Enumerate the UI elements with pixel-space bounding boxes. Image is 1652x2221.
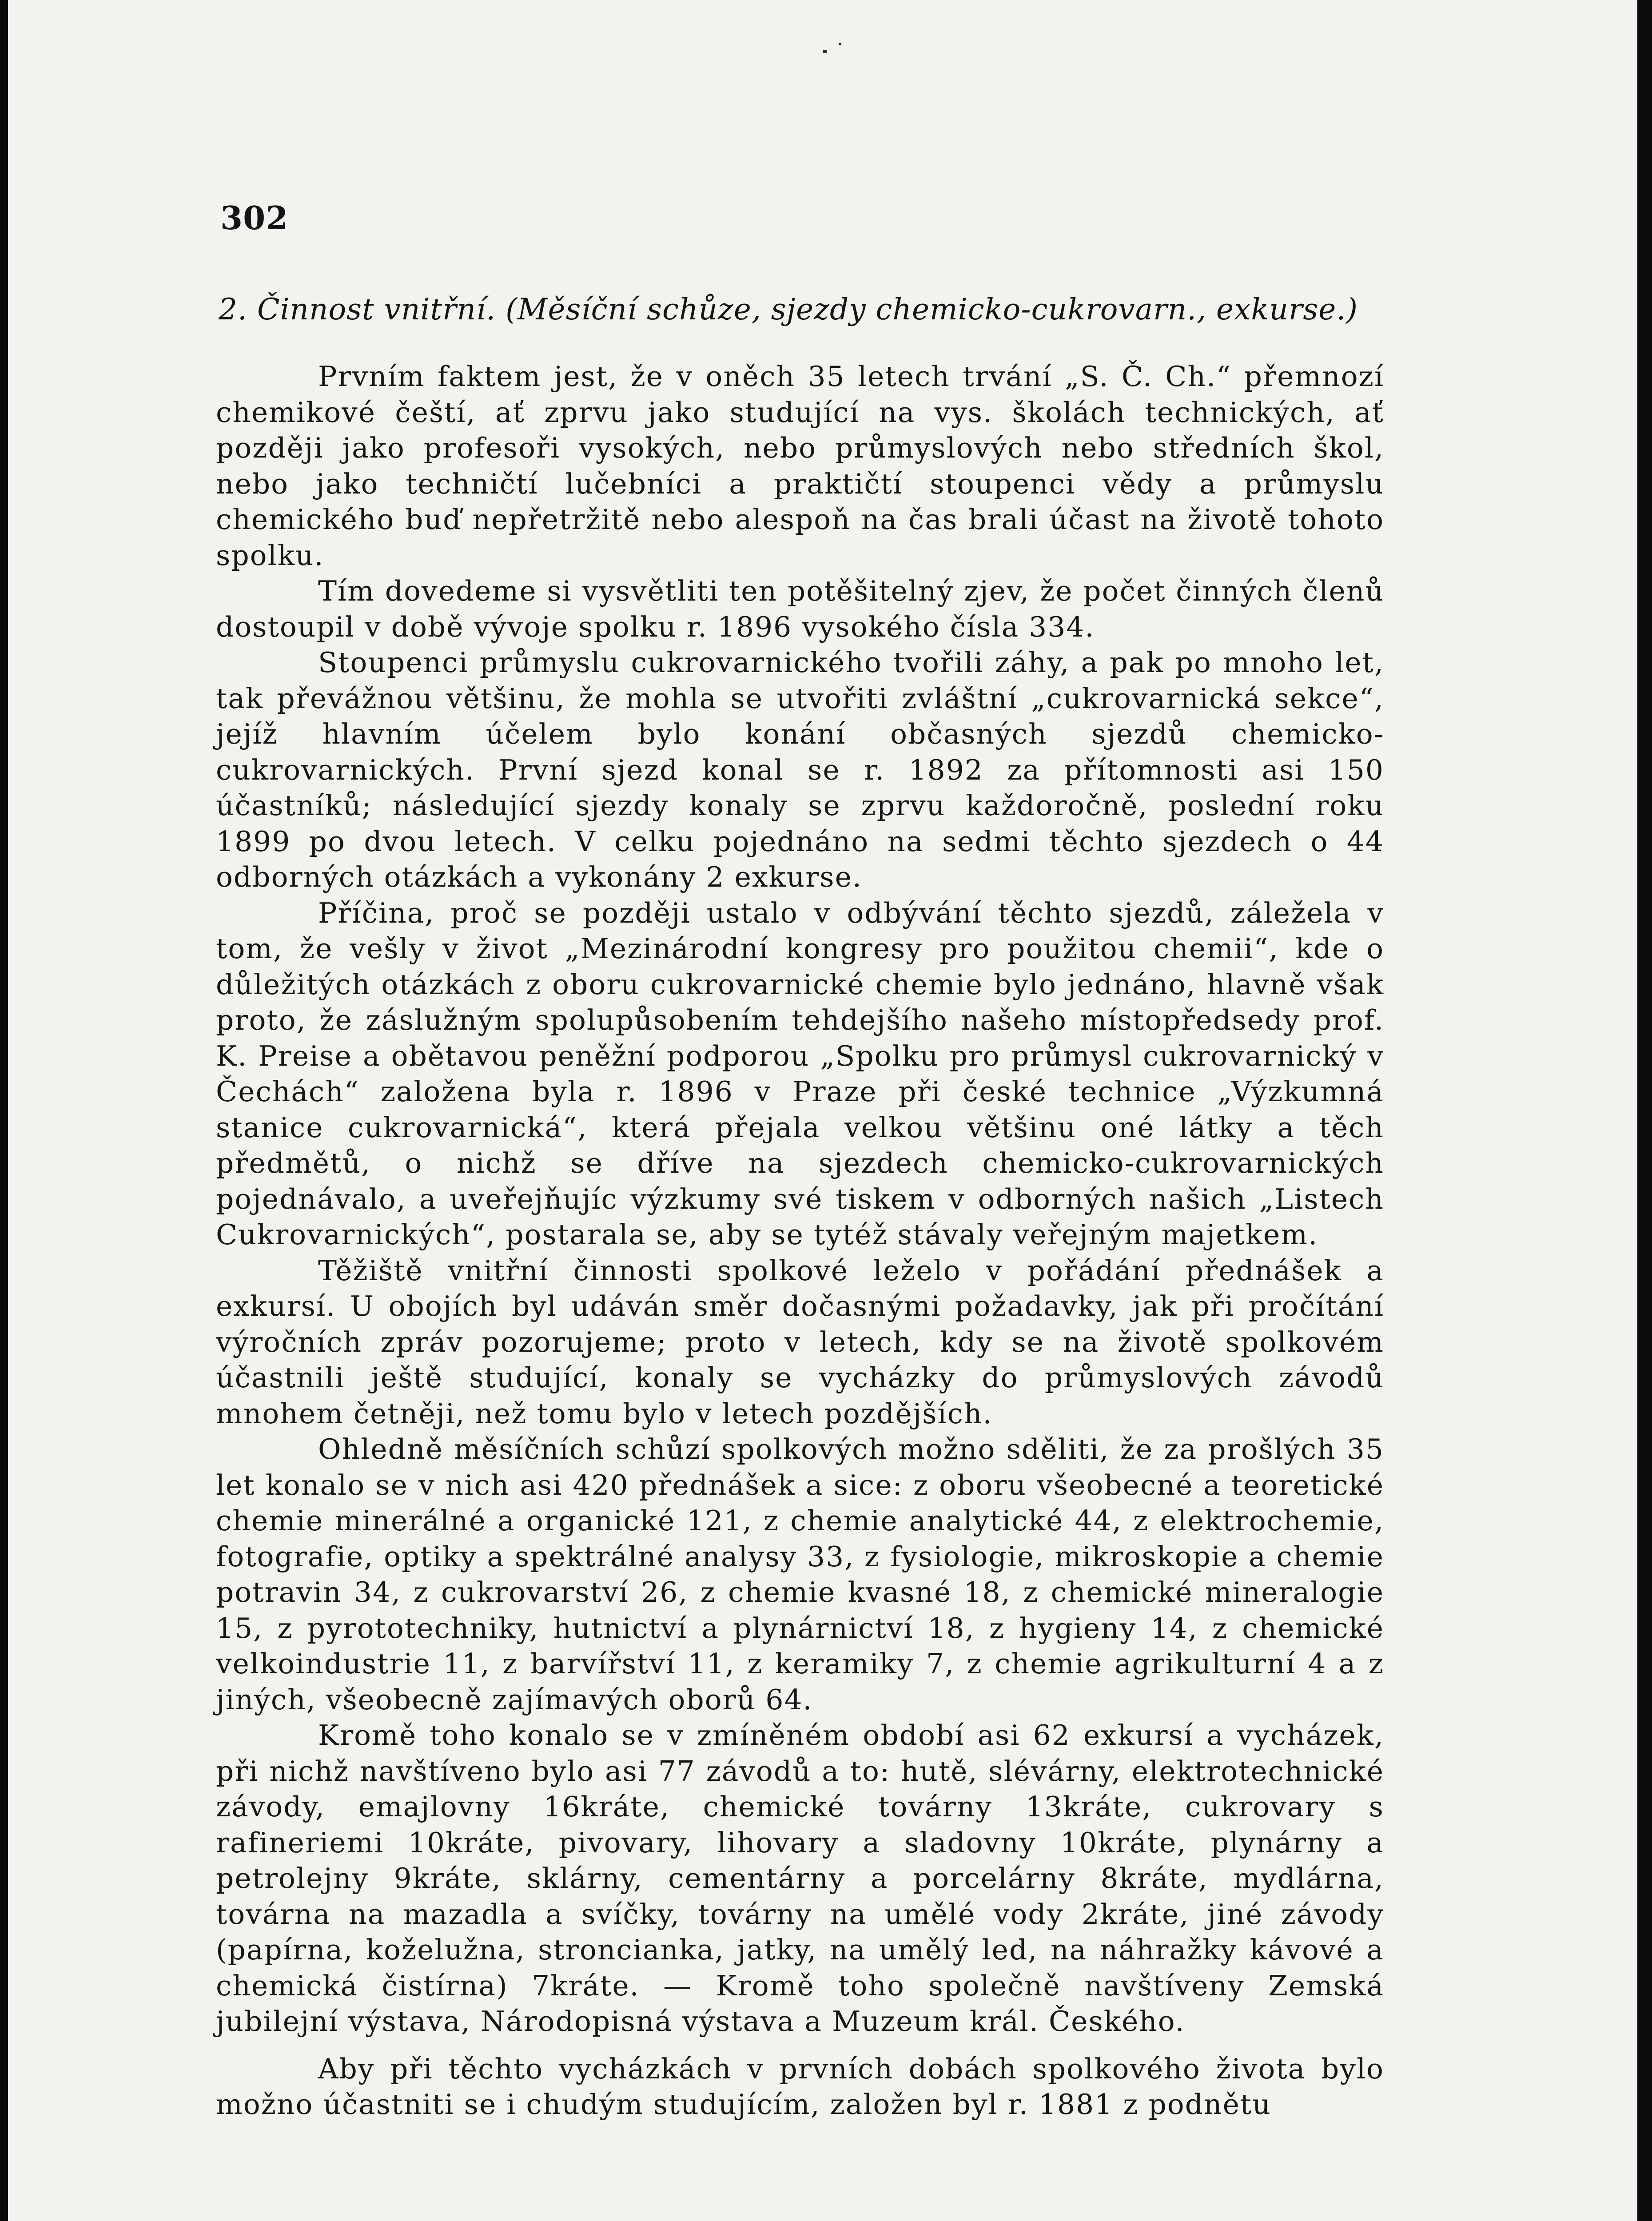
paragraph: Aby při těchto vycházkách v prvních dobách spolkového života bylo možno účastniti se i chudým studujícím, založen byl r. 1881 z podnětu [216, 2052, 1384, 2121]
paragraph: Ohledně měsíčních schůzí spolkových možno sděliti, že za prošlých 35 let konalo se v nich asi 420 přednášek a sice: z oboru všeobecné a teoretické chemie minerálné a organické 121, z chemie analytické 44, z elektrochemie, fotografie, optiky a spektrálné analysy 33, z fysiologie, mikroskopie a chemie potravin 34, z cukrovarství 26, z chemie kvasné 18, z chemické mineralogie 15, z pyrototechniky, hutnictví a plynárnictví 18, z hygieny 14, z chemické velkoindustrie 11, z barvířství 11, z keramiky 7, z chemie agrikulturní 4 a z jiných, všeobecně zajímavých oborů 64. [216, 1433, 1384, 1716]
scan-speck [839, 43, 841, 45]
paragraph: Těžiště vnitřní činnosti spolkové leželo v pořádání přednášek a exkursí. U obojích byl udáván směr dočasnými požadavky, jak při pročítání výročních zpráv pozorujeme; proto v letech, kdy se na životě spolkovém účastnili ještě studující, konaly se vycházky do průmyslových závodů mnohem četněji, než tomu bylo v letech pozdějších. [216, 1254, 1384, 1430]
paragraph: Kromě toho konalo se v zmíněném období asi 62 exkursí a vycházek, při nichž navštíveno bylo asi 77 závodů a to: hutě, slévárny, elektrotechnické závody, emajlovny 16kráte, chemické továrny 13kráte, cukrovary s rafineriemi 10kráte, pivovary, lihovary a sladovny 10kráte, plynárny a petrolejny 9kráte, sklárny, cementárny a porcelárny 8kráte, mydlárna, továrna na mazadla a svíčky, továrny na umělé vody 2kráte, jiné závody (papírna, koželužna, stroncianka, jatky, na umělý led, na náhražky kávové a chemická čistírna) 7kráte. — Kromě toho společně navštíveny Zemská jubilejní výstava, Národopisná výstava a Muzeum král. Českého. [216, 1719, 1384, 2038]
paragraph: Prvním faktem jest, že v oněch 35 letech trvání „S. Č. Ch.“ přemnozí chemikové čeští, ať zprvu jako studující na vys. školách technických, ať později jako profesoři vysokých, nebo průmyslových nebo středních škol, nebo jako techničtí lučebníci a praktičtí stoupenci vědy a průmyslu chemického buď nepřetržitě nebo alespoň na čas brali účast na životě tohoto spolku. [216, 360, 1384, 572]
scan-speck [823, 50, 827, 53]
page-number: 302 [220, 199, 289, 237]
scan-border [1637, 0, 1652, 2221]
paragraph: Tím dovedeme si vysvětliti ten potěšitelný zjev, že počet činných členů dostoupil v době vývoje spolku r. 1896 vysokého čísla 334. [216, 575, 1384, 643]
paragraph: Příčina, proč se později ustalo v odbývání těchto sjezdů, záležela v tom, že vešly v život „Mezinárodní kongresy pro použitou chemii“, kde o důležitých otázkách z oboru cukrovarnické chemie bylo jednáno, hlavně však proto, že záslužným spolupůsobením tehdejšího našeho místopředsedy prof. K. Preise a obětavou peněžní podporou „Spolku pro průmysl cukrovarnický v Čechách“ založena byla r. 1896 v Praze při české technice „Výzkumná stanice cukrovarnická“, která přejala velkou většinu oné látky a těch předmětů, o nichž se dříve na sjezdech chemicko-cukrovarnických pojednávalo, a uveřejňujíc výzkumy své tiskem v odborných našich „Listech Cukrovarnických“, postarala se, aby se tytéž stávaly veřejným majetkem. [216, 896, 1384, 1251]
paragraph: Stoupenci průmyslu cukrovarnického tvořili záhy, a pak po mnoho let, tak převážnou většinu, že mohla se utvořiti zvláštní „cukrovarnická sekce“, jejíž hlavním účelem bylo konání občasných sjezdů chemicko-cukrovarnických. První sjezd konal se r. 1892 za přítomnosti asi 150 účastníků; následující sjezdy konaly se zprvu každoročně, poslední roku 1899 po dvou letech. V celku pojednáno na sedmi těchto sjezdech o 44 odborných otázkách a vykonány 2 exkurse. [216, 646, 1384, 893]
section-heading: 2. Činnost vnitřní. (Měsíční schůze, sjezdy chemicko-cukrovarn., exkurse.) [219, 292, 1358, 326]
body-text [216, 359, 1384, 2123]
